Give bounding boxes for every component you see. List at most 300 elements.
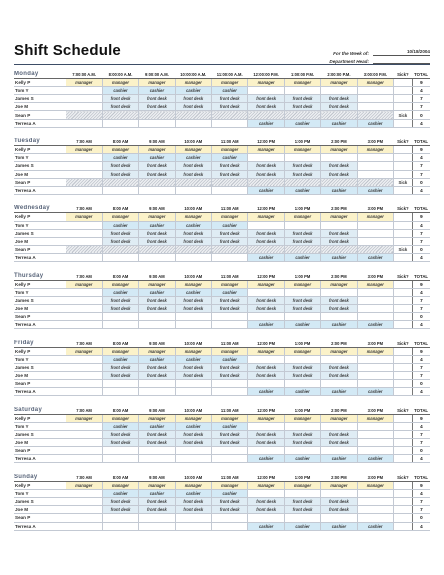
shift-cell-cashier[interactable]: cashier [175, 355, 211, 363]
shift-cell-manager[interactable]: manager [212, 347, 248, 355]
empty-shift-cell[interactable] [357, 304, 393, 312]
empty-shift-cell[interactable] [248, 355, 284, 363]
shift-cell-cashier[interactable]: cashier [321, 186, 357, 194]
empty-shift-cell[interactable] [175, 514, 211, 522]
empty-shift-cell[interactable] [284, 87, 320, 95]
shift-cell-front-desk[interactable]: front desk [212, 296, 248, 304]
empty-shift-cell[interactable] [175, 388, 211, 396]
shift-cell-manager[interactable]: manager [175, 146, 211, 154]
sick-shift-cell[interactable] [321, 178, 357, 186]
shift-cell-front-desk[interactable]: front desk [284, 372, 320, 380]
shift-cell-front-desk[interactable]: front desk [284, 363, 320, 371]
empty-shift-cell[interactable] [139, 119, 175, 127]
shift-cell-front-desk[interactable]: front desk [102, 304, 138, 312]
shift-cell-front-desk[interactable]: front desk [139, 363, 175, 371]
shift-cell-front-desk[interactable]: front desk [212, 103, 248, 111]
empty-shift-cell[interactable] [139, 380, 175, 388]
shift-cell-front-desk[interactable]: front desk [175, 162, 211, 170]
empty-shift-cell[interactable] [321, 422, 357, 430]
shift-cell-front-desk[interactable]: front desk [139, 229, 175, 237]
empty-shift-cell[interactable] [212, 447, 248, 455]
shift-cell-cashier[interactable]: cashier [102, 422, 138, 430]
shift-cell-front-desk[interactable]: front desk [212, 439, 248, 447]
empty-shift-cell[interactable] [248, 221, 284, 229]
shift-cell-front-desk[interactable]: front desk [139, 304, 175, 312]
sick-shift-cell[interactable] [66, 245, 102, 253]
shift-cell-front-desk[interactable]: front desk [248, 170, 284, 178]
empty-shift-cell[interactable] [284, 355, 320, 363]
shift-cell-front-desk[interactable]: front desk [102, 237, 138, 245]
empty-shift-cell[interactable] [66, 296, 102, 304]
shift-cell-cashier[interactable]: cashier [357, 253, 393, 261]
shift-cell-front-desk[interactable]: front desk [102, 439, 138, 447]
shift-cell-front-desk[interactable]: front desk [284, 431, 320, 439]
shift-cell-manager[interactable]: manager [175, 280, 211, 288]
empty-shift-cell[interactable] [139, 321, 175, 329]
shift-cell-manager[interactable]: manager [66, 482, 102, 490]
shift-cell-front-desk[interactable]: front desk [248, 162, 284, 170]
shift-cell-manager[interactable]: manager [66, 79, 102, 87]
sick-cell[interactable]: Sick [394, 111, 413, 119]
empty-shift-cell[interactable] [212, 119, 248, 127]
sick-cell[interactable] [394, 388, 413, 396]
empty-shift-cell[interactable] [212, 186, 248, 194]
shift-cell-manager[interactable]: manager [321, 482, 357, 490]
empty-shift-cell[interactable] [321, 87, 357, 95]
shift-cell-front-desk[interactable]: front desk [321, 162, 357, 170]
sick-cell[interactable] [394, 186, 413, 194]
shift-cell-front-desk[interactable]: front desk [102, 103, 138, 111]
shift-cell-cashier[interactable]: cashier [139, 154, 175, 162]
empty-shift-cell[interactable] [357, 498, 393, 506]
sick-cell[interactable] [394, 347, 413, 355]
sick-cell[interactable] [394, 304, 413, 312]
shift-cell-manager[interactable]: manager [248, 213, 284, 221]
empty-shift-cell[interactable] [102, 455, 138, 463]
shift-cell-front-desk[interactable]: front desk [284, 296, 320, 304]
shift-cell-manager[interactable]: manager [248, 414, 284, 422]
sick-cell[interactable] [394, 280, 413, 288]
shift-cell-manager[interactable]: manager [248, 79, 284, 87]
sick-cell[interactable] [394, 363, 413, 371]
shift-cell-front-desk[interactable]: front desk [102, 498, 138, 506]
empty-shift-cell[interactable] [248, 422, 284, 430]
sick-cell[interactable] [394, 146, 413, 154]
shift-cell-cashier[interactable]: cashier [284, 522, 320, 530]
shift-cell-manager[interactable]: manager [139, 213, 175, 221]
shift-cell-cashier[interactable]: cashier [102, 288, 138, 296]
shift-cell-cashier[interactable]: cashier [284, 186, 320, 194]
shift-cell-front-desk[interactable]: front desk [102, 372, 138, 380]
sick-cell[interactable]: Sick [394, 178, 413, 186]
sick-cell[interactable] [394, 380, 413, 388]
sick-cell[interactable] [394, 422, 413, 430]
shift-cell-cashier[interactable]: cashier [357, 388, 393, 396]
shift-cell-front-desk[interactable]: front desk [284, 304, 320, 312]
shift-cell-manager[interactable]: manager [175, 347, 211, 355]
empty-shift-cell[interactable] [175, 321, 211, 329]
shift-cell-manager[interactable]: manager [102, 347, 138, 355]
shift-cell-manager[interactable]: manager [321, 79, 357, 87]
shift-cell-manager[interactable]: manager [139, 347, 175, 355]
shift-cell-cashier[interactable]: cashier [284, 455, 320, 463]
empty-shift-cell[interactable] [357, 103, 393, 111]
empty-shift-cell[interactable] [248, 87, 284, 95]
empty-shift-cell[interactable] [102, 321, 138, 329]
sick-shift-cell[interactable] [212, 245, 248, 253]
shift-cell-front-desk[interactable]: front desk [321, 95, 357, 103]
empty-shift-cell[interactable] [357, 506, 393, 514]
sick-cell[interactable] [394, 312, 413, 320]
week-of-field[interactable]: 10/18/2004 [373, 49, 430, 56]
shift-cell-front-desk[interactable]: front desk [321, 170, 357, 178]
empty-shift-cell[interactable] [357, 514, 393, 522]
sick-shift-cell[interactable] [175, 245, 211, 253]
shift-cell-manager[interactable]: manager [284, 213, 320, 221]
shift-cell-front-desk[interactable]: front desk [248, 498, 284, 506]
shift-cell-manager[interactable]: manager [212, 414, 248, 422]
shift-cell-manager[interactable]: manager [321, 347, 357, 355]
sick-shift-cell[interactable] [357, 111, 393, 119]
sick-shift-cell[interactable] [248, 245, 284, 253]
empty-shift-cell[interactable] [66, 87, 102, 95]
empty-shift-cell[interactable] [66, 455, 102, 463]
empty-shift-cell[interactable] [66, 439, 102, 447]
shift-cell-front-desk[interactable]: front desk [175, 363, 211, 371]
shift-cell-manager[interactable]: manager [284, 280, 320, 288]
shift-cell-front-desk[interactable]: front desk [212, 237, 248, 245]
empty-shift-cell[interactable] [102, 119, 138, 127]
empty-shift-cell[interactable] [284, 221, 320, 229]
shift-cell-cashier[interactable]: cashier [175, 490, 211, 498]
shift-cell-front-desk[interactable]: front desk [321, 372, 357, 380]
shift-cell-front-desk[interactable]: front desk [212, 363, 248, 371]
empty-shift-cell[interactable] [212, 388, 248, 396]
empty-shift-cell[interactable] [357, 422, 393, 430]
shift-cell-cashier[interactable]: cashier [175, 288, 211, 296]
sick-cell[interactable] [394, 103, 413, 111]
empty-shift-cell[interactable] [66, 447, 102, 455]
empty-shift-cell[interactable] [284, 380, 320, 388]
shift-cell-front-desk[interactable]: front desk [212, 498, 248, 506]
shift-cell-front-desk[interactable]: front desk [139, 506, 175, 514]
empty-shift-cell[interactable] [66, 186, 102, 194]
shift-cell-manager[interactable]: manager [357, 146, 393, 154]
empty-shift-cell[interactable] [139, 253, 175, 261]
empty-shift-cell[interactable] [139, 455, 175, 463]
empty-shift-cell[interactable] [66, 363, 102, 371]
shift-cell-manager[interactable]: manager [66, 146, 102, 154]
empty-shift-cell[interactable] [212, 514, 248, 522]
empty-shift-cell[interactable] [248, 380, 284, 388]
shift-cell-manager[interactable]: manager [175, 482, 211, 490]
shift-cell-cashier[interactable]: cashier [102, 87, 138, 95]
shift-cell-cashier[interactable]: cashier [284, 253, 320, 261]
shift-cell-manager[interactable]: manager [212, 482, 248, 490]
empty-shift-cell[interactable] [212, 321, 248, 329]
shift-cell-cashier[interactable]: cashier [284, 119, 320, 127]
shift-cell-cashier[interactable]: cashier [321, 522, 357, 530]
shift-cell-front-desk[interactable]: front desk [175, 304, 211, 312]
shift-cell-front-desk[interactable]: front desk [102, 363, 138, 371]
empty-shift-cell[interactable] [321, 380, 357, 388]
shift-cell-front-desk[interactable]: front desk [139, 95, 175, 103]
empty-shift-cell[interactable] [66, 514, 102, 522]
sick-cell[interactable] [394, 447, 413, 455]
empty-shift-cell[interactable] [66, 498, 102, 506]
shift-cell-cashier[interactable]: cashier [212, 221, 248, 229]
shift-cell-front-desk[interactable]: front desk [102, 506, 138, 514]
shift-cell-manager[interactable]: manager [321, 213, 357, 221]
empty-shift-cell[interactable] [357, 221, 393, 229]
shift-cell-manager[interactable]: manager [102, 213, 138, 221]
empty-shift-cell[interactable] [66, 162, 102, 170]
empty-shift-cell[interactable] [102, 312, 138, 320]
empty-shift-cell[interactable] [357, 447, 393, 455]
shift-cell-cashier[interactable]: cashier [321, 388, 357, 396]
empty-shift-cell[interactable] [357, 355, 393, 363]
shift-cell-front-desk[interactable]: front desk [284, 229, 320, 237]
shift-cell-front-desk[interactable]: front desk [175, 229, 211, 237]
shift-cell-cashier[interactable]: cashier [139, 355, 175, 363]
sick-cell[interactable] [394, 95, 413, 103]
shift-cell-front-desk[interactable]: front desk [212, 506, 248, 514]
shift-cell-manager[interactable]: manager [102, 280, 138, 288]
empty-shift-cell[interactable] [102, 380, 138, 388]
sick-cell[interactable] [394, 439, 413, 447]
shift-cell-cashier[interactable]: cashier [212, 87, 248, 95]
shift-cell-manager[interactable]: manager [248, 347, 284, 355]
empty-shift-cell[interactable] [357, 229, 393, 237]
empty-shift-cell[interactable] [357, 490, 393, 498]
shift-cell-front-desk[interactable]: front desk [175, 506, 211, 514]
shift-cell-cashier[interactable]: cashier [357, 321, 393, 329]
sick-shift-cell[interactable] [139, 111, 175, 119]
shift-cell-front-desk[interactable]: front desk [284, 95, 320, 103]
empty-shift-cell[interactable] [139, 514, 175, 522]
empty-shift-cell[interactable] [357, 162, 393, 170]
sick-shift-cell[interactable] [212, 111, 248, 119]
sick-cell[interactable] [394, 506, 413, 514]
empty-shift-cell[interactable] [175, 455, 211, 463]
empty-shift-cell[interactable] [66, 380, 102, 388]
shift-cell-front-desk[interactable]: front desk [321, 103, 357, 111]
shift-cell-cashier[interactable]: cashier [175, 154, 211, 162]
shift-cell-front-desk[interactable]: front desk [321, 363, 357, 371]
shift-cell-front-desk[interactable]: front desk [248, 296, 284, 304]
empty-shift-cell[interactable] [66, 253, 102, 261]
shift-cell-front-desk[interactable]: front desk [102, 229, 138, 237]
shift-cell-front-desk[interactable]: front desk [102, 170, 138, 178]
empty-shift-cell[interactable] [212, 312, 248, 320]
shift-cell-front-desk[interactable]: front desk [139, 237, 175, 245]
empty-shift-cell[interactable] [357, 380, 393, 388]
shift-cell-manager[interactable]: manager [357, 414, 393, 422]
empty-shift-cell[interactable] [357, 154, 393, 162]
empty-shift-cell[interactable] [66, 95, 102, 103]
empty-shift-cell[interactable] [66, 312, 102, 320]
sick-shift-cell[interactable] [102, 111, 138, 119]
shift-cell-front-desk[interactable]: front desk [321, 229, 357, 237]
empty-shift-cell[interactable] [66, 304, 102, 312]
shift-cell-front-desk[interactable]: front desk [212, 372, 248, 380]
empty-shift-cell[interactable] [284, 514, 320, 522]
shift-cell-cashier[interactable]: cashier [248, 321, 284, 329]
empty-shift-cell[interactable] [284, 490, 320, 498]
shift-cell-front-desk[interactable]: front desk [102, 431, 138, 439]
shift-cell-cashier[interactable]: cashier [321, 455, 357, 463]
sick-cell[interactable] [394, 522, 413, 530]
shift-cell-manager[interactable]: manager [212, 280, 248, 288]
shift-cell-cashier[interactable]: cashier [212, 154, 248, 162]
sick-shift-cell[interactable] [284, 111, 320, 119]
shift-cell-manager[interactable]: manager [175, 79, 211, 87]
empty-shift-cell[interactable] [175, 312, 211, 320]
shift-cell-front-desk[interactable]: front desk [248, 304, 284, 312]
shift-cell-manager[interactable]: manager [102, 146, 138, 154]
shift-cell-cashier[interactable]: cashier [248, 253, 284, 261]
shift-cell-manager[interactable]: manager [66, 213, 102, 221]
shift-cell-cashier[interactable]: cashier [284, 388, 320, 396]
empty-shift-cell[interactable] [284, 154, 320, 162]
empty-shift-cell[interactable] [102, 447, 138, 455]
shift-cell-cashier[interactable]: cashier [321, 321, 357, 329]
shift-cell-manager[interactable]: manager [321, 280, 357, 288]
shift-cell-front-desk[interactable]: front desk [212, 95, 248, 103]
shift-cell-cashier[interactable]: cashier [357, 522, 393, 530]
shift-cell-front-desk[interactable]: front desk [284, 498, 320, 506]
empty-shift-cell[interactable] [102, 388, 138, 396]
shift-cell-cashier[interactable]: cashier [357, 119, 393, 127]
shift-cell-front-desk[interactable]: front desk [284, 170, 320, 178]
empty-shift-cell[interactable] [66, 431, 102, 439]
empty-shift-cell[interactable] [248, 447, 284, 455]
shift-cell-front-desk[interactable]: front desk [102, 162, 138, 170]
shift-cell-manager[interactable]: manager [139, 482, 175, 490]
empty-shift-cell[interactable] [66, 490, 102, 498]
empty-shift-cell[interactable] [321, 154, 357, 162]
empty-shift-cell[interactable] [357, 237, 393, 245]
empty-shift-cell[interactable] [284, 288, 320, 296]
empty-shift-cell[interactable] [321, 355, 357, 363]
shift-cell-front-desk[interactable]: front desk [284, 506, 320, 514]
sick-shift-cell[interactable] [357, 178, 393, 186]
sick-shift-cell[interactable] [175, 111, 211, 119]
shift-cell-cashier[interactable]: cashier [139, 490, 175, 498]
shift-cell-front-desk[interactable]: front desk [284, 103, 320, 111]
sick-cell[interactable] [394, 431, 413, 439]
sick-cell[interactable] [394, 170, 413, 178]
empty-shift-cell[interactable] [66, 422, 102, 430]
sick-cell[interactable] [394, 296, 413, 304]
shift-cell-front-desk[interactable]: front desk [175, 372, 211, 380]
sick-cell[interactable] [394, 237, 413, 245]
shift-cell-front-desk[interactable]: front desk [175, 439, 211, 447]
sick-cell[interactable] [394, 514, 413, 522]
empty-shift-cell[interactable] [321, 221, 357, 229]
shift-cell-front-desk[interactable]: front desk [248, 372, 284, 380]
sick-shift-cell[interactable] [248, 178, 284, 186]
department-head-field[interactable] [373, 57, 430, 64]
shift-cell-manager[interactable]: manager [139, 280, 175, 288]
shift-cell-front-desk[interactable]: front desk [175, 103, 211, 111]
shift-cell-manager[interactable]: manager [212, 146, 248, 154]
empty-shift-cell[interactable] [66, 372, 102, 380]
shift-cell-cashier[interactable]: cashier [139, 221, 175, 229]
shift-cell-front-desk[interactable]: front desk [248, 431, 284, 439]
empty-shift-cell[interactable] [66, 237, 102, 245]
shift-cell-cashier[interactable]: cashier [321, 119, 357, 127]
empty-shift-cell[interactable] [321, 447, 357, 455]
shift-cell-front-desk[interactable]: front desk [139, 498, 175, 506]
shift-cell-front-desk[interactable]: front desk [102, 296, 138, 304]
shift-cell-manager[interactable]: manager [139, 146, 175, 154]
shift-cell-front-desk[interactable]: front desk [139, 372, 175, 380]
empty-shift-cell[interactable] [357, 288, 393, 296]
sick-cell[interactable] [394, 213, 413, 221]
empty-shift-cell[interactable] [321, 514, 357, 522]
shift-cell-manager[interactable]: manager [102, 482, 138, 490]
shift-cell-front-desk[interactable]: front desk [321, 498, 357, 506]
shift-cell-manager[interactable]: manager [357, 213, 393, 221]
empty-shift-cell[interactable] [248, 312, 284, 320]
shift-cell-front-desk[interactable]: front desk [321, 439, 357, 447]
empty-shift-cell[interactable] [357, 95, 393, 103]
sick-shift-cell[interactable] [357, 245, 393, 253]
sick-shift-cell[interactable] [248, 111, 284, 119]
empty-shift-cell[interactable] [212, 455, 248, 463]
empty-shift-cell[interactable] [66, 229, 102, 237]
shift-cell-front-desk[interactable]: front desk [284, 439, 320, 447]
shift-cell-cashier[interactable]: cashier [248, 119, 284, 127]
shift-cell-manager[interactable]: manager [212, 213, 248, 221]
shift-cell-cashier[interactable]: cashier [357, 186, 393, 194]
sick-cell[interactable] [394, 355, 413, 363]
empty-shift-cell[interactable] [139, 447, 175, 455]
shift-cell-manager[interactable]: manager [175, 213, 211, 221]
empty-shift-cell[interactable] [139, 186, 175, 194]
shift-cell-front-desk[interactable]: front desk [248, 237, 284, 245]
shift-cell-manager[interactable]: manager [139, 79, 175, 87]
empty-shift-cell[interactable] [175, 380, 211, 388]
sick-cell[interactable] [394, 221, 413, 229]
sick-shift-cell[interactable] [212, 178, 248, 186]
sick-cell[interactable] [394, 253, 413, 261]
shift-cell-manager[interactable]: manager [284, 414, 320, 422]
sick-shift-cell[interactable] [139, 245, 175, 253]
empty-shift-cell[interactable] [212, 522, 248, 530]
shift-cell-manager[interactable]: manager [139, 414, 175, 422]
shift-cell-manager[interactable]: manager [102, 414, 138, 422]
empty-shift-cell[interactable] [357, 87, 393, 95]
shift-cell-front-desk[interactable]: front desk [321, 506, 357, 514]
empty-shift-cell[interactable] [357, 296, 393, 304]
shift-cell-cashier[interactable]: cashier [139, 422, 175, 430]
shift-cell-manager[interactable]: manager [175, 414, 211, 422]
shift-cell-cashier[interactable]: cashier [357, 455, 393, 463]
shift-cell-cashier[interactable]: cashier [102, 355, 138, 363]
empty-shift-cell[interactable] [357, 431, 393, 439]
empty-shift-cell[interactable] [66, 170, 102, 178]
sick-shift-cell[interactable] [66, 178, 102, 186]
shift-cell-manager[interactable]: manager [284, 79, 320, 87]
empty-shift-cell[interactable] [357, 372, 393, 380]
sick-shift-cell[interactable] [102, 245, 138, 253]
empty-shift-cell[interactable] [248, 154, 284, 162]
shift-cell-cashier[interactable]: cashier [175, 87, 211, 95]
sick-cell[interactable] [394, 455, 413, 463]
empty-shift-cell[interactable] [66, 119, 102, 127]
